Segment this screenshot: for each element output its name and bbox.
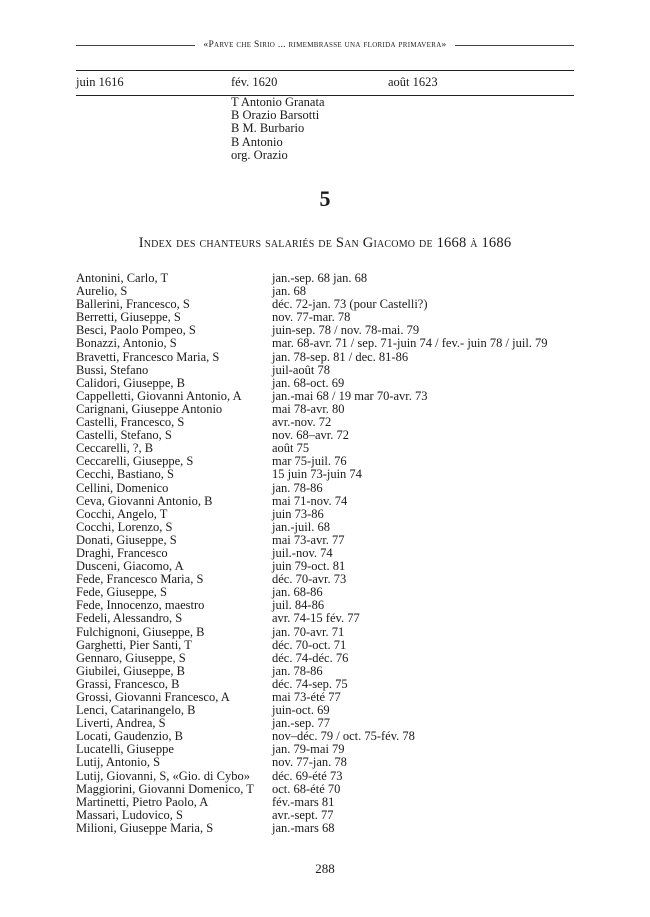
index-entry — [76, 364, 616, 377]
singer-name: Fede, Giuseppe, S — [76, 585, 167, 600]
table-entry: B Antonio — [231, 134, 283, 149]
service-dates: 15 juin 73-juin 74 — [272, 467, 362, 482]
service-dates: jan. 68-oct. 69 — [272, 375, 345, 390]
section-number: 5 — [319, 186, 331, 211]
service-dates: juin-sep. 78 / nov. 78-mai. 79 — [272, 323, 420, 338]
singer-name: Fedeli, Alessandro, S — [76, 611, 183, 626]
service-dates: mai 73-été 77 — [272, 690, 341, 704]
service-dates: nov. 77-mar. 78 — [272, 310, 351, 325]
service-dates: oct. 68-été 70 — [272, 781, 341, 796]
singer-name: Dusceni, Giacomo, A — [76, 559, 184, 574]
index-entry — [76, 612, 616, 625]
singer-name: Cappelletti, Giovanni Antonio, A — [76, 388, 242, 403]
service-dates: jan.-mars 68 — [272, 820, 335, 835]
index-entry — [76, 390, 616, 403]
singer-name: Cellini, Domenico — [76, 480, 169, 495]
service-dates: juil.-nov. 74 — [272, 545, 333, 560]
singer-name: Ceccarelli, Giuseppe, S — [76, 454, 194, 469]
index-entry — [76, 377, 616, 390]
singer-name: Locati, Gaudenzio, B — [76, 729, 183, 744]
singer-name: Castelli, Francesco, S — [76, 415, 185, 430]
singer-name: Cocchi, Lorenzo, S — [76, 519, 173, 534]
singer-name: Cocchi, Angelo, T — [76, 506, 168, 521]
table-entry: T Antonio Granata — [231, 95, 325, 109]
service-dates: déc. 70-oct. 71 — [272, 637, 347, 652]
index-entry — [76, 665, 616, 678]
singer-name: Lucatelli, Giuseppe — [76, 742, 174, 757]
index-entry — [76, 351, 616, 364]
singer-name: Antonini, Carlo, T — [76, 271, 169, 285]
service-dates: mai 78-avr. 80 — [272, 401, 345, 416]
service-dates: août 75 — [272, 441, 310, 456]
singer-name: Cecchi, Bastiano, S — [76, 467, 174, 482]
index-entry — [76, 521, 616, 534]
service-dates: jan.-mai 68 / 19 mar 70-avr. 73 — [272, 388, 428, 403]
singer-name: Fede, Innocenzo, maestro — [76, 598, 205, 613]
service-dates: nov–déc. 79 / oct. 75-fév. 78 — [272, 729, 415, 744]
index-entry — [76, 822, 616, 835]
service-dates: déc. 74-sep. 75 — [272, 676, 348, 691]
service-dates: nov. 68–avr. 72 — [272, 428, 349, 443]
service-dates: juil-août 78 — [272, 362, 330, 377]
service-dates: jan. 70-avr. 71 — [272, 624, 345, 639]
table-header-col-1: juin 1616 — [76, 75, 124, 89]
table-col-2-entries — [231, 96, 325, 162]
service-dates: jan. 68-86 — [272, 585, 323, 600]
running-head — [76, 40, 574, 50]
singer-name: Aurelio, S — [76, 284, 128, 299]
running-head-rule-right — [455, 45, 574, 46]
singer-name: Maggiorini, Giovanni Domenico, T — [76, 781, 254, 796]
index-entry — [76, 429, 616, 442]
table-header-rule — [76, 95, 574, 96]
index-entry — [76, 482, 616, 495]
singer-name: Castelli, Stefano, S — [76, 428, 172, 443]
singer-name: Fede, Francesco Maria, S — [76, 572, 204, 587]
section-title: Index des chanteurs salariés de San Giacomo de 1668 à 1686 — [138, 235, 512, 251]
singer-name: Gennaro, Giuseppe, S — [76, 650, 186, 665]
singer-name: Bravetti, Francesco Maria, S — [76, 349, 220, 364]
service-dates: jan.-sep. 68 jan. 68 — [272, 271, 368, 285]
table-header-col-2: fév. 1620 — [231, 75, 278, 89]
singer-name: Liverti, Andrea, S — [76, 716, 166, 731]
index-entry — [76, 626, 616, 639]
service-dates: juin-oct. 69 — [272, 703, 330, 718]
index-entry — [76, 809, 616, 822]
table-entry: B M. Burbario — [231, 121, 305, 136]
service-dates: juin 79-oct. 81 — [272, 559, 346, 574]
singer-name: Lutij, Antonio, S — [76, 755, 161, 770]
singer-name: Massari, Ludovico, S — [76, 807, 183, 822]
singer-name: Garghetti, Pier Santi, T — [76, 637, 192, 652]
service-dates: déc. 72-jan. 73 (pour Castelli?) — [272, 297, 428, 312]
index-entry — [76, 756, 616, 769]
table-top-rule — [76, 70, 574, 71]
service-dates: mai 73-avr. 77 — [272, 532, 345, 547]
service-dates: jan. 68 — [272, 284, 307, 299]
service-dates: jan. 78-sep. 81 / dec. 81-86 — [272, 349, 409, 364]
service-dates: déc. 69-été 73 — [272, 768, 343, 783]
singer-name: Lutij, Giovanni, S, «Gio. di Cybo» — [76, 768, 250, 783]
singer-name: Milioni, Giuseppe Maria, S — [76, 820, 214, 835]
singer-name: Grossi, Giovanni Francesco, A — [76, 690, 230, 704]
service-dates: jan.-juil. 68 — [272, 519, 330, 534]
service-dates: jan.-sep. 77 — [272, 716, 330, 731]
service-dates: mar. 68-avr. 71 / sep. 71-juin 74 / fev.- juin 78 / juil. 79 — [272, 336, 548, 351]
singer-index-list — [76, 272, 616, 835]
singer-name: Bussi, Stefano — [76, 362, 149, 377]
service-dates: fév.-mars 81 — [272, 794, 335, 809]
running-head-rule-left — [76, 45, 195, 46]
service-dates: déc. 74-déc. 76 — [272, 650, 349, 665]
service-dates: mar 75-juil. 76 — [272, 454, 347, 469]
singer-name: Besci, Paolo Pompeo, S — [76, 323, 196, 338]
running-head-text: «Parve che Sirio ... rimembrasse una florida primavera» — [203, 40, 447, 50]
index-entry — [76, 508, 616, 521]
index-entry — [76, 272, 616, 285]
table-entry: B Orazio Barsotti — [231, 108, 320, 123]
index-entry — [76, 652, 616, 665]
page-number: 288 — [315, 861, 335, 876]
service-dates: avr.-sept. 77 — [272, 807, 334, 822]
service-dates: jan. 78-86 — [272, 663, 323, 678]
singer-name: Fulchignoni, Giuseppe, B — [76, 624, 205, 639]
singer-name: Martinetti, Pietro Paolo, A — [76, 794, 209, 809]
index-entry — [76, 783, 616, 796]
singer-name: Giubilei, Giuseppe, B — [76, 663, 186, 678]
table-header-col-3: août 1623 — [388, 75, 438, 89]
index-entry — [76, 770, 616, 783]
index-entry — [76, 639, 616, 652]
singer-name: Donati, Giuseppe, S — [76, 532, 177, 547]
index-entry — [76, 796, 616, 809]
index-entry — [76, 337, 616, 350]
singer-name: Bonazzi, Antonio, S — [76, 336, 177, 351]
singer-name: Lenci, Catarinangelo, B — [76, 703, 196, 718]
singer-name: Carignani, Giuseppe Antonio — [76, 401, 223, 416]
singer-name: Ceccarelli, ?, B — [76, 441, 154, 456]
service-dates: juin 73-86 — [272, 506, 324, 521]
singer-name: Ballerini, Francesco, S — [76, 297, 190, 312]
singer-name: Berretti, Giuseppe, S — [76, 310, 181, 325]
service-dates: avr.-nov. 72 — [272, 415, 332, 430]
singer-name: Ceva, Giovanni Antonio, B — [76, 493, 213, 508]
index-entry — [76, 468, 616, 481]
index-entry — [76, 534, 616, 547]
service-dates: jan. 78-86 — [272, 480, 323, 495]
table-entry: org. Orazio — [231, 147, 288, 162]
service-dates: avr. 74-15 fév. 77 — [272, 611, 360, 626]
service-dates: mai 71-nov. 74 — [272, 493, 348, 508]
singer-name: Calidori, Giuseppe, B — [76, 375, 186, 390]
singer-name: Grassi, Francesco, B — [76, 676, 180, 691]
singer-name: Draghi, Francesco — [76, 545, 168, 560]
index-entry — [76, 495, 616, 508]
service-dates: déc. 70-avr. 73 — [272, 572, 347, 587]
service-dates: jan. 79-mai 79 — [272, 742, 345, 757]
service-dates: nov. 77-jan. 78 — [272, 755, 347, 770]
service-dates: juil. 84-86 — [272, 598, 325, 613]
